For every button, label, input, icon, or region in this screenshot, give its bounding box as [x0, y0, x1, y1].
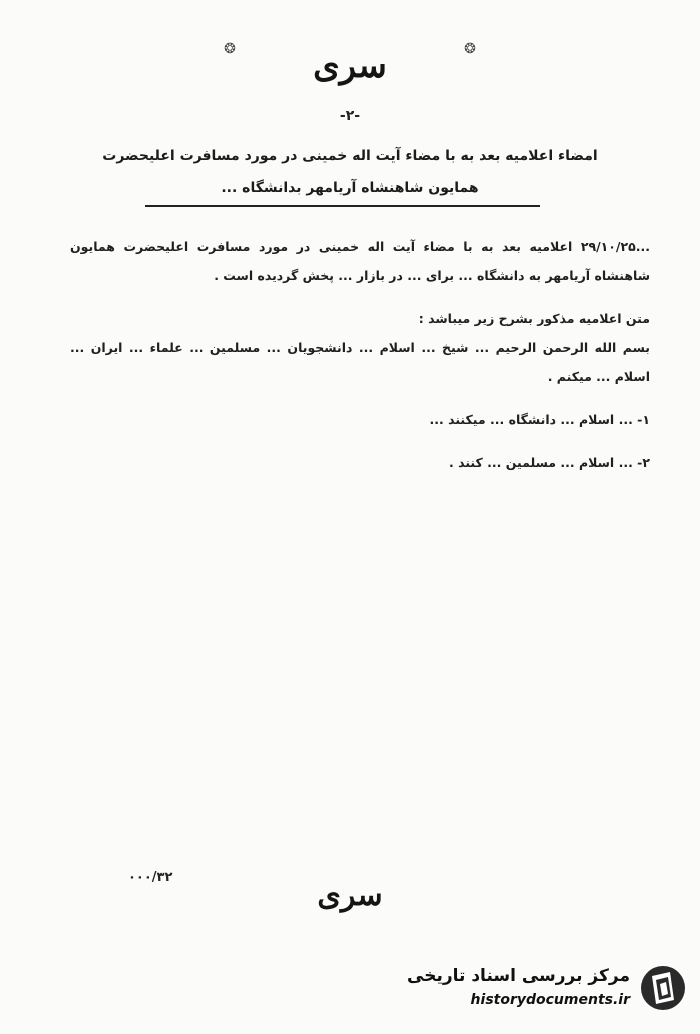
reference-number: ۰۰۰/۳۲ [128, 870, 173, 885]
paragraph-lead: متن اعلامیه مذکور بشرح زیر میباشد : [418, 311, 650, 326]
paragraph-point-2: ۲- ... اسلام ... مسلمین ... کنند . [449, 455, 650, 470]
watermark-url: historydocuments.ir [470, 992, 630, 1008]
paragraph-point-1: ۱- ... اسلام ... دانشگاه ... میکنند ... [429, 412, 650, 427]
heading-line-1: امضاء اعلامیه بعد به با مضاء آیت اله خمینی در مورد مسافرت اعلیحضرت [102, 148, 598, 164]
watermark [396, 960, 686, 1020]
ornament-left-icon: ❂ [224, 41, 236, 57]
heading-line-2: همایون شاهنشاه آریامهر بدانشگاه ... [221, 180, 479, 196]
classification-stamp-bottom: سری [317, 878, 383, 913]
heading-underline [145, 205, 540, 207]
archive-logo-icon [640, 962, 686, 1014]
watermark-org-name: مرکز بررسی اسناد تاریخی [407, 966, 630, 986]
classification-stamp-top: سری [313, 46, 387, 86]
ornament-right-icon: ❂ [464, 41, 476, 57]
paragraph-intro: ...۲۹/۱۰/۲۵ اعلامیه بعد به با مضاء آیت اله خمینی در مورد مسافرت اعلیحضرت همایون شاهنشاه آریامهر به دانشگاه ... برای ... در بازار ... پخش گردیده است . [70, 239, 650, 283]
page-number: -۲- [339, 108, 361, 124]
paragraph-statement: بسم الله الرحمن الرحیم ... شیخ ... اسلام ... دانشجویان ... مسلمین ... علماء ... ایران ... اسلام ... میکنم . [70, 340, 650, 384]
document-body [70, 232, 650, 477]
